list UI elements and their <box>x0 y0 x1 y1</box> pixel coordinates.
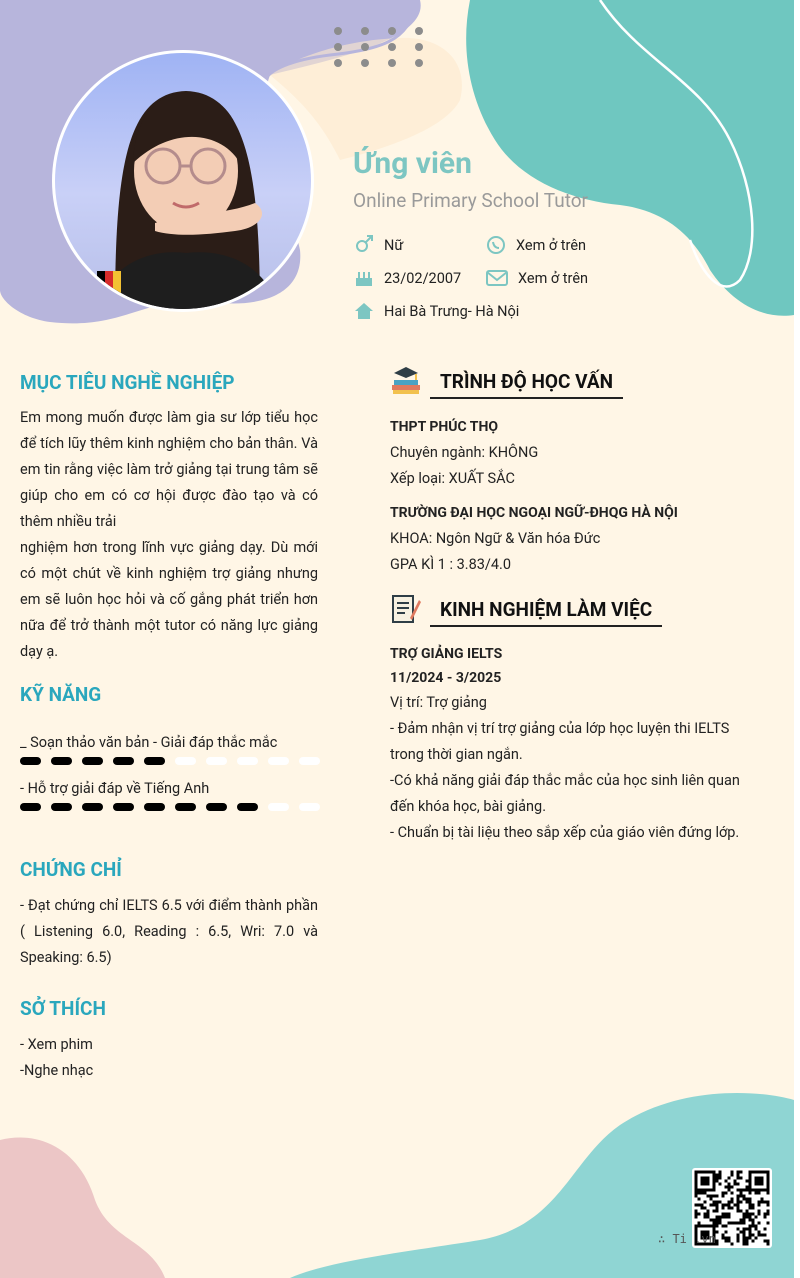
skill-dot <box>51 757 72 765</box>
skill-label-2: - Hỗ trợ giải đáp về Tiếng Anh <box>20 780 210 797</box>
address-value: Hai Bà Trưng- Hà Nội <box>384 302 520 320</box>
envelope-icon <box>486 268 508 288</box>
experience-entry <box>390 642 760 846</box>
education-icon <box>390 365 422 395</box>
objective-line-1: Em mong muốn được làm gia sư lớp tiểu học để tích lũy thêm kinh nghiệm cho bản thân. Và em tin rằng việc làm trở giảng tại trung tâm sẽ giúp cho em có cơ hội được đào tạo và có thêm nhiều trải <box>20 409 318 530</box>
skill-dot <box>175 757 196 765</box>
phone-icon <box>486 235 506 255</box>
skill-dot <box>51 803 72 811</box>
job-line: Vị trí: Trợ giảng <box>390 694 487 711</box>
birthday-value: 23/02/2007 <box>384 269 462 287</box>
experience-title: KINH NGHIỆM LÀM VIỆC <box>430 598 662 627</box>
home-icon <box>354 301 374 321</box>
certificates-title: CHỨNG CHỈ <box>20 858 122 881</box>
skill-dot <box>144 757 165 765</box>
skill-label-1: _ Soạn thảo văn bản - Giải đáp thắc mắc <box>20 734 278 751</box>
skill-dot <box>82 803 103 811</box>
objective-text <box>20 405 318 665</box>
hobby-item: -Nghe nhạc <box>20 1062 94 1079</box>
job-line: -Có khả năng giải đáp thắc mắc của học sinh liên quan đến khóa học, bài giảng. <box>390 772 740 815</box>
school-name: TRƯỜNG ĐẠI HỌC NGOẠI NGỮ-ĐHQG HÀ NỘI <box>390 505 678 521</box>
gender-row <box>354 235 403 255</box>
skill-dot <box>268 803 289 811</box>
skill-dot <box>144 803 165 811</box>
watermark-text: ∴ Ti .vn <box>658 1232 716 1246</box>
hobbies-list <box>20 1032 93 1084</box>
skill-dot <box>299 803 320 811</box>
hobby-item: - Xem phim <box>20 1036 93 1053</box>
gender-icon <box>354 235 374 255</box>
skill-dot <box>113 803 134 811</box>
phone-row <box>486 235 586 255</box>
objective-line-2: nghiệm hơn trong lĩnh vực giảng dạy. Dù mới có một chút về kinh nghiệm trợ giảng nhưng em sẽ luôn học hỏi và cố gắng phát triển hơn nữa để trở thành một tutor có năng lực giảng dạy ạ. <box>20 539 318 660</box>
candidate-name: Ứng viên <box>353 146 472 181</box>
skill-dot <box>20 757 41 765</box>
skill-dot <box>113 757 134 765</box>
hobbies-title: SỞ THÍCH <box>20 997 106 1020</box>
job-line: - Đảm nhận vị trí trợ giảng của lớp học luyện thi IELTS trong thời gian ngắn. <box>390 720 730 763</box>
job-title: Online Primary School Tutor <box>353 189 588 212</box>
profile-photo <box>52 50 314 312</box>
school-detail: GPA KÌ 1 : 3.83/4.0 <box>390 556 511 573</box>
birthday-row <box>354 268 461 288</box>
skill-dot <box>175 803 196 811</box>
skill-dot <box>20 803 41 811</box>
skills-title: KỸ NĂNG <box>20 683 102 706</box>
phone-value[interactable]: Xem ở trên <box>516 236 587 254</box>
email-row <box>486 268 588 288</box>
skill-dot <box>206 803 227 811</box>
address-row <box>354 301 519 321</box>
school-detail: KHOA: Ngôn Ngữ & Văn hóa Đức <box>390 530 601 547</box>
skill-dot <box>268 757 289 765</box>
skill-dot <box>237 803 258 811</box>
education-school-1 <box>390 414 538 492</box>
education-school-2 <box>390 500 678 578</box>
experience-icon <box>390 592 422 624</box>
school-name: THPT PHÚC THỌ <box>390 419 498 435</box>
gender-value: Nữ <box>384 236 404 254</box>
email-value[interactable]: Xem ở trên <box>518 269 589 287</box>
job-line: - Chuẩn bị tài liệu theo sắp xếp của giáo viên đứng lớp. <box>390 824 740 841</box>
school-detail: Chuyên ngành: KHÔNG <box>390 444 539 461</box>
skill-dot <box>299 757 320 765</box>
skill-dot <box>206 757 227 765</box>
certificates-text: - Đạt chứng chỉ IELTS 6.5 với điểm thành phần ( Listening 6.0, Reading : 6.5, Wri: 7.0 và Speaking: 6.5) <box>20 897 318 966</box>
job-name: TRỢ GIẢNG IELTS <box>390 646 503 662</box>
skill-rating-1 <box>20 757 320 765</box>
job-period: 11/2024 - 3/2025 <box>390 670 502 686</box>
school-detail: Xếp loại: XUẤT SẮC <box>390 470 515 487</box>
objective-title: MỤC TIÊU NGHỀ NGHIỆP <box>20 371 235 394</box>
skill-dot <box>82 757 103 765</box>
skill-dot <box>237 757 258 765</box>
cake-icon <box>354 268 374 288</box>
education-title: TRÌNH ĐỘ HỌC VẤN <box>430 370 623 399</box>
skill-rating-2 <box>20 803 320 811</box>
